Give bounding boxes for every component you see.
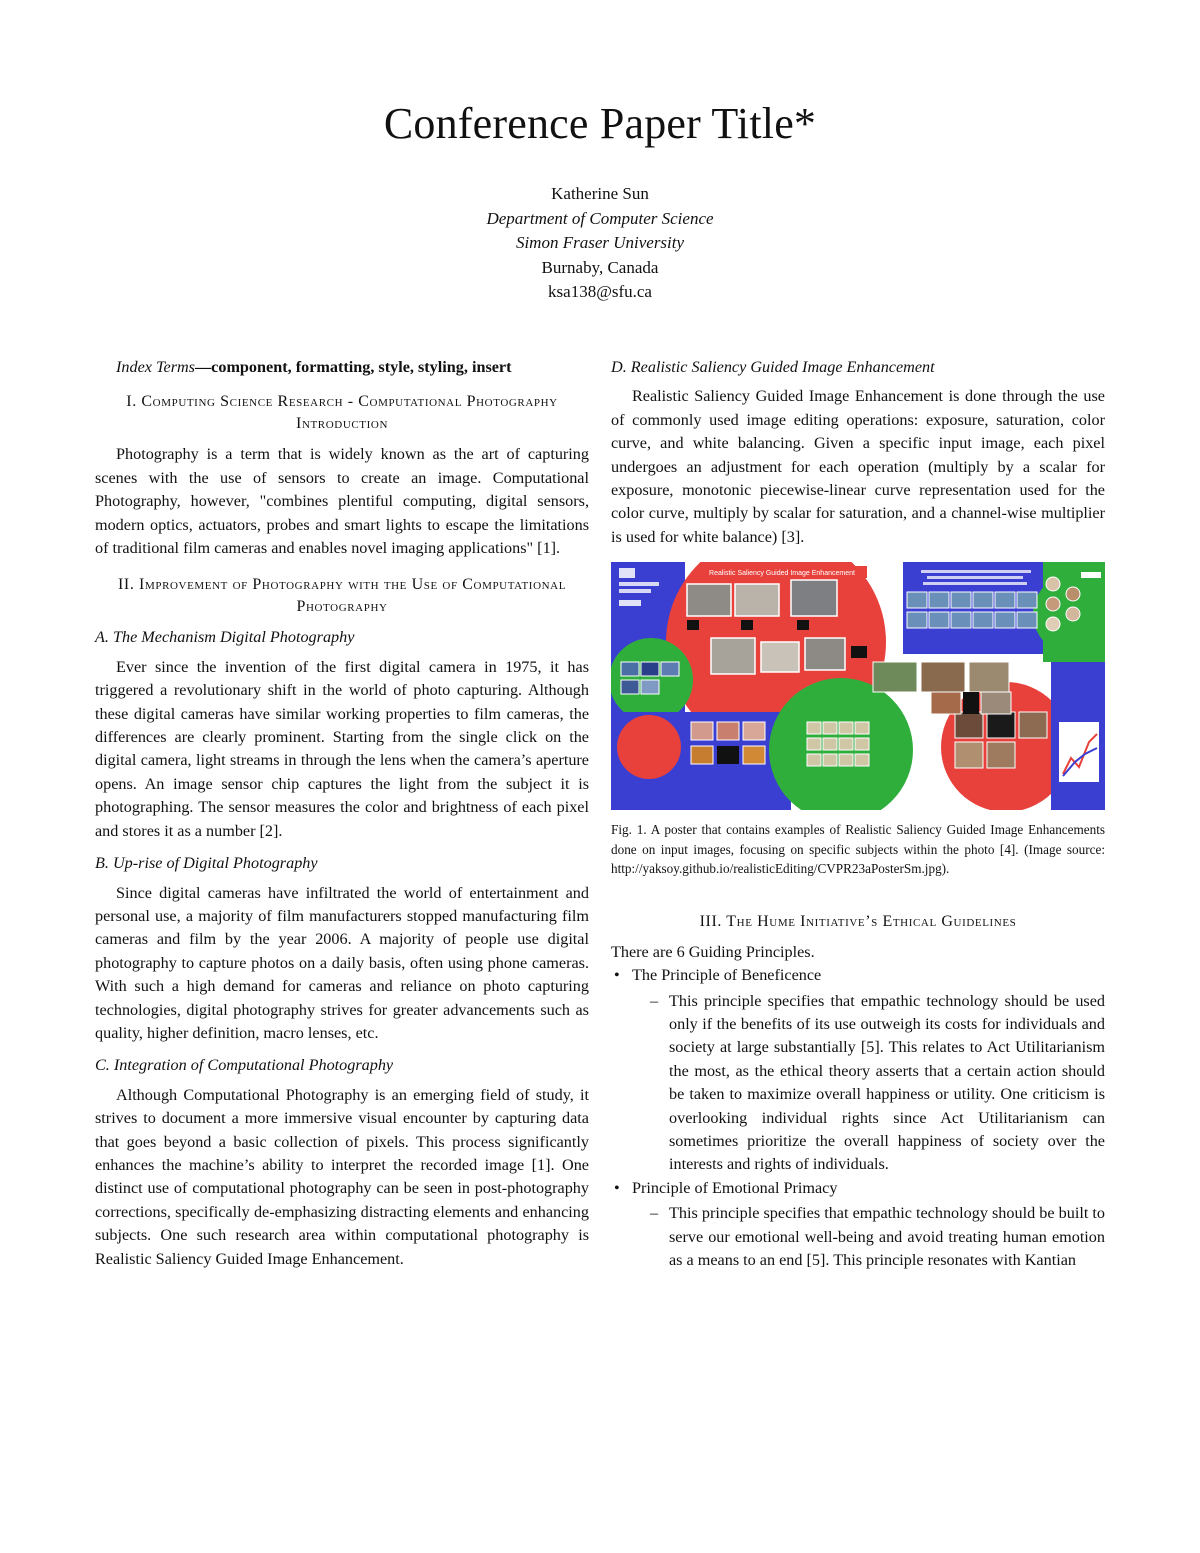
principle-detail: – This principle specifies that empathic technology should be built to serve our emotional well-being and avoid treating human emotion as a means to an end [5]. This principle resonates with Kantian [632,1202,1105,1272]
principle-detail-list [632,990,1105,1177]
principle-name: Principle of Emotional Primacy [632,1178,838,1197]
principle-detail-list [632,1202,1105,1272]
index-terms-text: —component, formatting, style, styling, insert [194,358,512,376]
section-heading-1: I. Computing Science Research - Computational Photography Introduction [126,393,558,433]
principles-list [611,964,1105,1272]
left-column [95,356,589,1271]
poster-red-circle-small [617,715,681,779]
list-item [611,964,1105,1177]
poster-title-text: Realistic Saliency Guided Image Enhancement [709,570,855,578]
author-university: Simon Fraser University [515,233,685,252]
index-terms-label: Index Terms [116,358,195,376]
section-3-intro: There are 6 Guiding Principles. [611,942,815,961]
paper-title: Conference Paper Title* [383,99,817,148]
poster-logo-mark [619,568,635,578]
principle-name: The Principle of Beneficence [632,966,822,985]
figure-caption: Fig. 1. A poster that contains examples of Realistic Saliency Guided Image Enhancements done on input images, focusing on specific subjects within the photo [4]. (Image source: http://yaksoy.github.io/realisticEditing/CVPR23aPosterSm.jpg). [611,822,1105,877]
poster-figure [611,562,1105,810]
poster-image [611,562,1105,810]
section-heading-3: III. The Hume Initiative’s Ethical Guidelines [699,912,1017,930]
subsection-d-paragraph: Realistic Saliency Guided Image Enhancement is done through the use of commonly used image editing operations: exposure, saturation, color curve, and white balancing. Given a specific input image, each pixel undergoes an adjustment for each operation (multiply by a scalar for exposure, monotonic piecewise-linear curve representation used for the color curve, multiply by scalar for saturation, and a channel-wise multiplier is used for white balance) [3]. [611,387,1105,546]
subsection-b-paragraph: Since digital cameras have infiltrated the world of entertainment and personal use, a majority of film manufacturers stopped manufacturing film cameras and film by the year 2006. A majority of people use digital photography to capture photos on a daily basis, often using phone cameras. With such a high demand for cameras and reliance on photo capturing technologies, digital photography strives for greater advancements such as quality, higher definition, macro lenses, etc. [95,883,589,1042]
author-location: Burnaby, Canada [541,257,659,277]
author-department: Department of Computer Science [486,208,714,228]
list-item [611,1177,1105,1273]
subsection-c-paragraph: Although Computational Photography is an emerging field of study, it strives to document a more immersive visual encounter by capturing data that goes beyond a basic collection of pixels. This process significantly enhances the machine’s ability to interpret the recorded image [1]. One distinct use of computational photography can be seen in post-photography corrections, specifically de-emphasizing distracting elements and enhancing subjects. One such research area within computational photography is Realistic Saliency Guided Image Enhancement. [95,1085,589,1268]
subsection-heading-b: B. Up-rise of Digital Photography [95,854,318,873]
author-block [0,182,1200,305]
right-column [611,356,1105,1272]
subsection-heading-d: D. Realistic Saliency Guided Image Enhancement [611,358,935,376]
subsection-a-paragraph: Ever since the invention of the first digital camera in 1975, it has triggered a revolutionary shift in the world of photo capturing. Although these digital cameras have similar working properties to film cameras, the differences are clearly prominent. Starting from the single click on the digital camera, light streams in through the lens when the camera’s aperture opens. An image sensor chip captures the light from the subject it is photographing. The sensor measures the color and brightness of each pixel and stores it as a number [2]. [95,657,589,840]
section-1-paragraph: Photography is a term that is widely known as the art of capturing scenes with the use of sensors to create an image. Computational Photography, however, "combines plentiful computing, digital sensors, modern optics, actuators, probes and smart lights to escape the limitations of traditional film cameras and enables novel imaging applications" [1]. [95,445,589,558]
author-name: Katherine Sun [551,184,649,203]
section-heading-2: II. Improvement of Photography with the Use of Computational Photography [117,576,567,616]
index-terms [95,356,589,379]
author-email: ksa138@sfu.ca [548,282,652,301]
subsection-heading-a: A. The Mechanism Digital Photography [95,628,355,647]
principle-detail: – This principle specifies that empathic technology should be used only if the benefits of its use outweigh its costs for individuals and society at large substantially [5]. This relates to Act Utilitarianism the most, as the ethical theory asserts that a certain action should be taken to maximize overall happiness or utility. One criticism is overlooking individual rights since Act Utilitarianism can sometimes prioritize the overall happiness of society over the interests and rights of individuals. [632,990,1105,1177]
subsection-heading-c: C. Integration of Computational Photography [95,1056,394,1075]
